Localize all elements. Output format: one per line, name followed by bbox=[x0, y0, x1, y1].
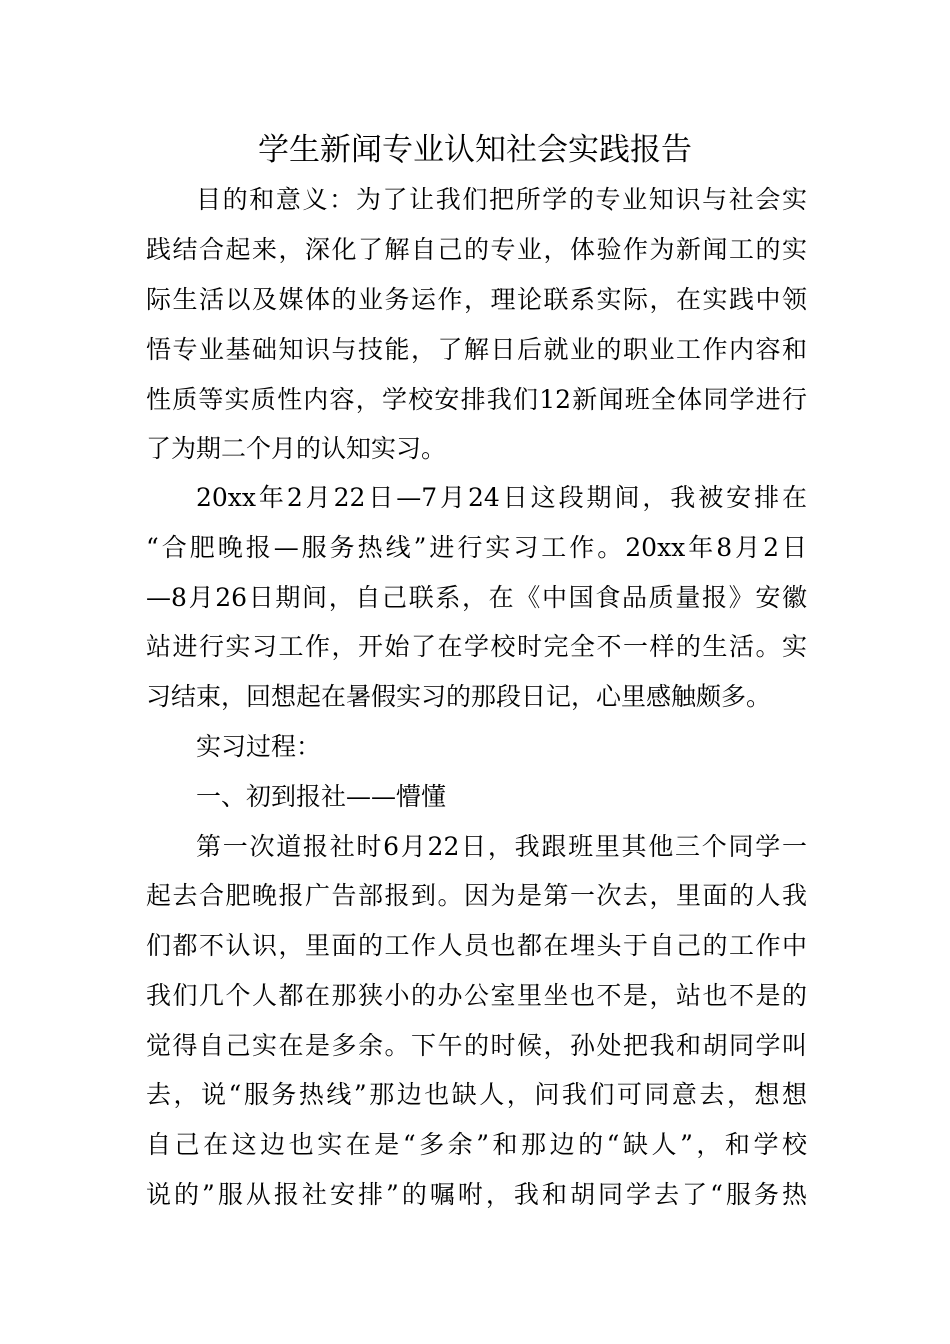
paragraph-line: 20xx年2月22日—7月24日这段期间，我被安排在 bbox=[196, 483, 807, 512]
paragraph-line: 了为期二个月的认知实习。 bbox=[146, 434, 447, 463]
paragraph-line: “合肥晚报—服务热线”进行实习工作。20xx年8月2日 bbox=[146, 533, 807, 562]
paragraph-line: 性质等实质性内容，学校安排我们12新闻班全体同学进行 bbox=[146, 385, 807, 414]
paragraph-line: 说的”服从报社安排”的嘱咐，我和胡同学去了“服务热 bbox=[146, 1180, 807, 1209]
paragraph-line: —8月26日期间，自己联系，在《中国食品质量报》安徽 bbox=[146, 583, 807, 612]
paragraph-line: 际生活以及媒体的业务运作，理论联系实际，在实践中领 bbox=[146, 285, 807, 314]
paragraph-line: 站进行实习工作，开始了在学校时完全不一样的生活。实 bbox=[146, 632, 807, 661]
paragraph-line: 悟专业基础知识与技能，了解日后就业的职业工作内容和 bbox=[146, 335, 807, 364]
paragraph-line: 去，说“服务热线”那边也缺人，问我们可同意去，想想 bbox=[146, 1080, 807, 1109]
section-heading: 一、初到报社——懵懂 bbox=[196, 782, 447, 811]
paragraph-line: 目的和意义：为了让我们把所学的专业知识与社会实 bbox=[196, 185, 807, 214]
paragraph-line: 践结合起来，深化了解自己的专业，体验作为新闻工的实 bbox=[146, 235, 807, 264]
section-heading: 实习过程： bbox=[196, 732, 322, 761]
paragraph-line: 起去合肥晚报广告部报到。因为是第一次去，里面的人我 bbox=[146, 881, 807, 910]
paragraph-line: 第一次道报社时6月22日，我跟班里其他三个同学一 bbox=[196, 832, 807, 861]
document-title: 学生新闻专业认知社会实践报告 bbox=[258, 132, 692, 168]
paragraph-line: 觉得自己实在是多余。下午的时候，孙处把我和胡同学叫 bbox=[146, 1031, 807, 1060]
paragraph-line: 们都不认识，里面的工作人员也都在埋头于自己的工作中 bbox=[146, 931, 807, 960]
paragraph-line: 我们几个人都在那狭小的办公室里坐也不是，站也不是的 bbox=[146, 981, 807, 1010]
paragraph-line: 习结束，回想起在暑假实习的那段日记，心里感触颇多。 bbox=[146, 682, 772, 711]
paragraph-line: 自己在这边也实在是“多余”和那边的“缺人”，和学校 bbox=[146, 1130, 807, 1159]
